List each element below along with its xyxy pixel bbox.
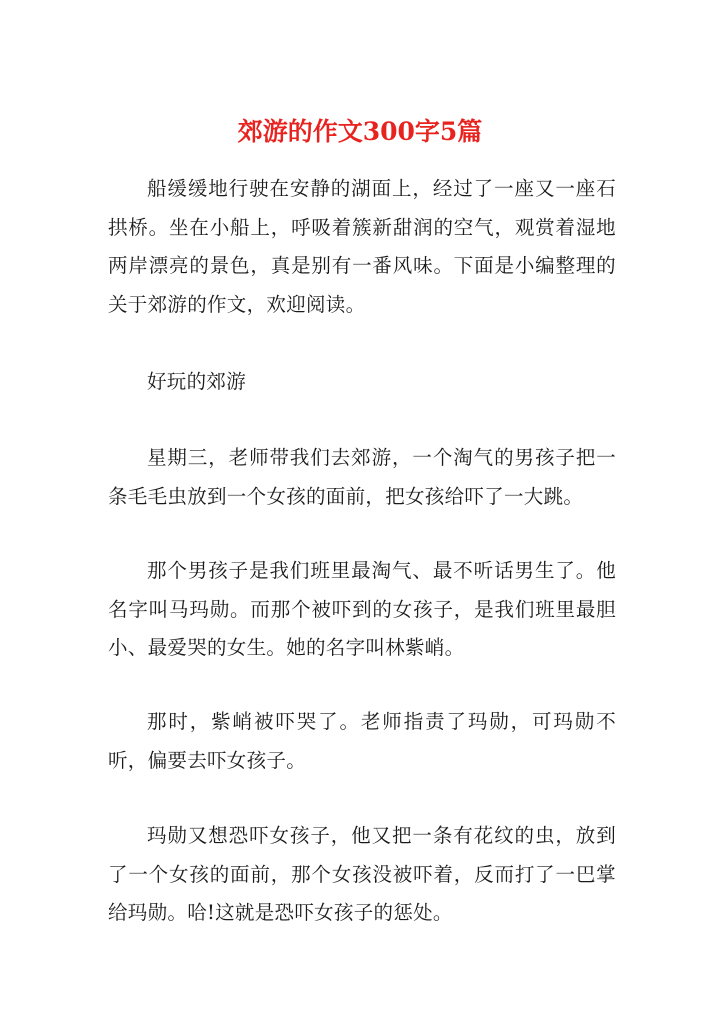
document-title: 郊游的作文300字5篇 [237, 117, 483, 146]
intro-paragraph: 船缓缓地行驶在安静的湖面上，经过了一座又一座石拱桥。坐在小船上，呼吸着簇新甜润的空气，观赏着湿地两岸漂亮的景色，真是别有一番风味。下面是小编整理的关于郊游的作文，欢迎阅读。 [108, 177, 616, 316]
body-paragraph: 那时，紫峭被吓哭了。老师指责了玛勋，可玛勋不听，偏要去吓女孩子。 [108, 710, 616, 772]
body-paragraph: 那个男孩子是我们班里最淘气、最不听话男生了。他名字叫马玛勋。而那个被吓到的女孩子，是我们班里最胆小、最爱哭的女生。她的名字叫林紫峭。 [108, 559, 616, 659]
body-paragraph: 玛勋又想恐吓女孩子，他又把一条有花纹的虫，放到了一个女孩的面前，那个女孩没被吓着，反而打了一巴掌给玛勋。哈!这就是恐吓女孩子的惩处。 [108, 824, 616, 924]
body-paragraph: 星期三，老师带我们去郊游，一个淘气的男孩子把一条毛毛虫放到一个女孩的面前，把女孩给吓了一大跳。 [108, 446, 616, 508]
section-heading: 好玩的郊游 [147, 370, 247, 393]
